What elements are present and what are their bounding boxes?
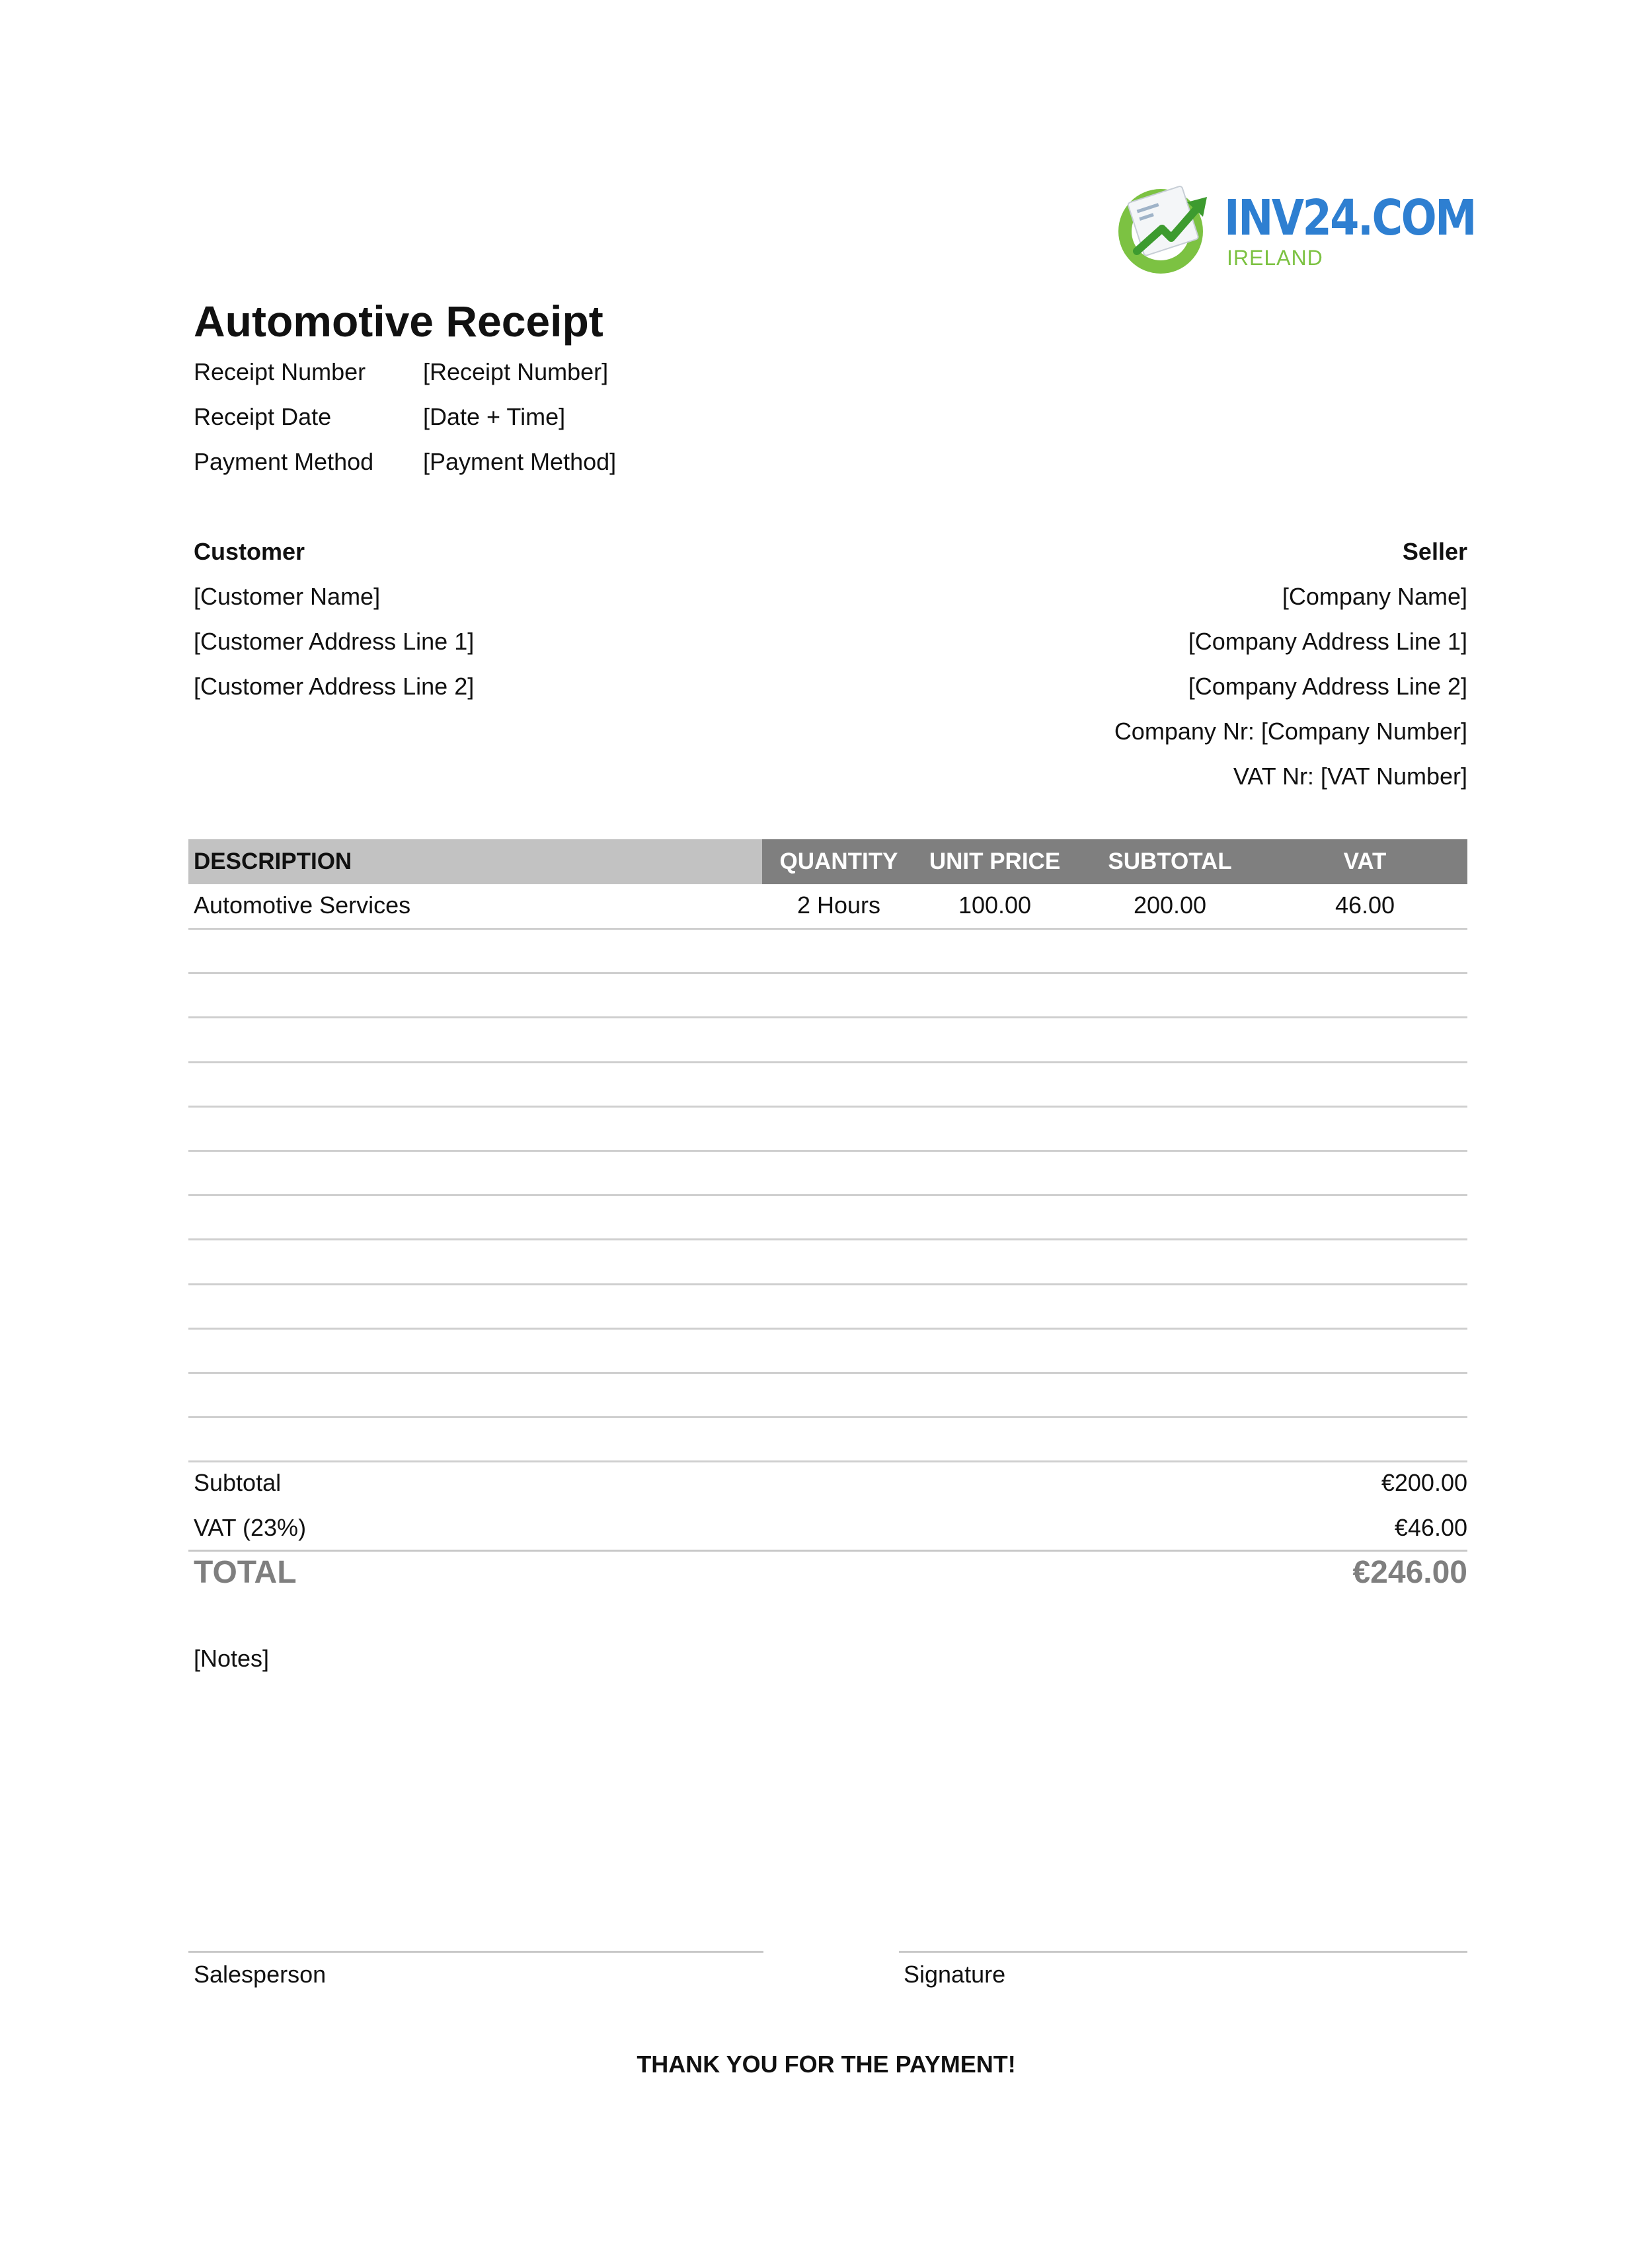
row-divider	[188, 1106, 1467, 1108]
company-number: Company Nr: [Company Number]	[1114, 718, 1467, 745]
row-divider	[188, 1416, 1467, 1418]
header-unit-price: UNIT PRICE	[929, 849, 1061, 874]
header-vat: VAT	[1343, 849, 1387, 874]
payment-method-value: [Payment Method]	[423, 448, 617, 475]
row-divider	[188, 1061, 1467, 1063]
logo-brand-text: INV24.COM	[1224, 190, 1475, 246]
salesperson-signature-line	[188, 1951, 763, 1953]
row-subtotal: 200.00	[1133, 891, 1207, 919]
total-label: TOTAL	[194, 1555, 297, 1590]
customer-address-line-1: [Customer Address Line 1]	[194, 628, 475, 655]
customer-name: [Customer Name]	[194, 583, 381, 610]
customer-address-line-2: [Customer Address Line 2]	[194, 673, 475, 700]
row-description: Automotive Services	[194, 891, 411, 919]
row-unit-price: 100.00	[958, 891, 1032, 919]
receipt-number-value: [Receipt Number]	[423, 358, 609, 385]
company-address-line-2: [Company Address Line 2]	[1188, 673, 1467, 700]
receipt-date-value: [Date + Time]	[423, 403, 566, 430]
signature-label: Signature	[904, 1961, 1006, 1988]
row-divider	[188, 972, 1467, 974]
company-address-line-1: [Company Address Line 1]	[1188, 628, 1467, 655]
row-divider	[188, 1460, 1467, 1462]
receipt-date-label: Receipt Date	[194, 403, 332, 430]
header-description: DESCRIPTION	[194, 849, 352, 874]
header-subtotal: SUBTOTAL	[1108, 849, 1232, 874]
subtotal-value: €200.00	[1381, 1469, 1467, 1496]
logo-subtitle: IRELAND	[1227, 246, 1323, 270]
total-value: €246.00	[1352, 1555, 1467, 1590]
receipt-growth-arrow-icon	[1110, 173, 1223, 279]
vat-number: VAT Nr: [VAT Number]	[1233, 763, 1467, 790]
notes: [Notes]	[194, 1645, 270, 1672]
company-logo	[1110, 173, 1475, 279]
thank-you-message: THANK YOU FOR THE PAYMENT!	[637, 2051, 1016, 2078]
document-title: Automotive Receipt	[194, 297, 603, 346]
row-divider	[188, 1238, 1467, 1240]
customer-signature-line	[899, 1951, 1467, 1953]
row-divider	[188, 1150, 1467, 1152]
row-divider	[188, 1283, 1467, 1285]
seller-heading: Seller	[1402, 538, 1467, 565]
row-quantity: 2 Hours	[796, 891, 881, 919]
vat-value: €46.00	[1394, 1514, 1467, 1541]
row-divider	[188, 1016, 1467, 1018]
total-divider	[188, 1550, 1467, 1552]
row-divider	[188, 1328, 1467, 1330]
row-divider	[188, 928, 1467, 930]
vat-label: VAT (23%)	[194, 1514, 307, 1541]
receipt-number-label: Receipt Number	[194, 358, 366, 385]
payment-method-label: Payment Method	[194, 448, 374, 475]
header-quantity: QUANTITY	[779, 849, 898, 874]
row-divider	[188, 1194, 1467, 1196]
company-name: [Company Name]	[1282, 583, 1467, 610]
row-divider	[188, 1372, 1467, 1374]
subtotal-label: Subtotal	[194, 1469, 282, 1496]
row-vat: 46.00	[1335, 891, 1395, 919]
customer-heading: Customer	[194, 538, 305, 565]
salesperson-label: Salesperson	[194, 1961, 327, 1988]
